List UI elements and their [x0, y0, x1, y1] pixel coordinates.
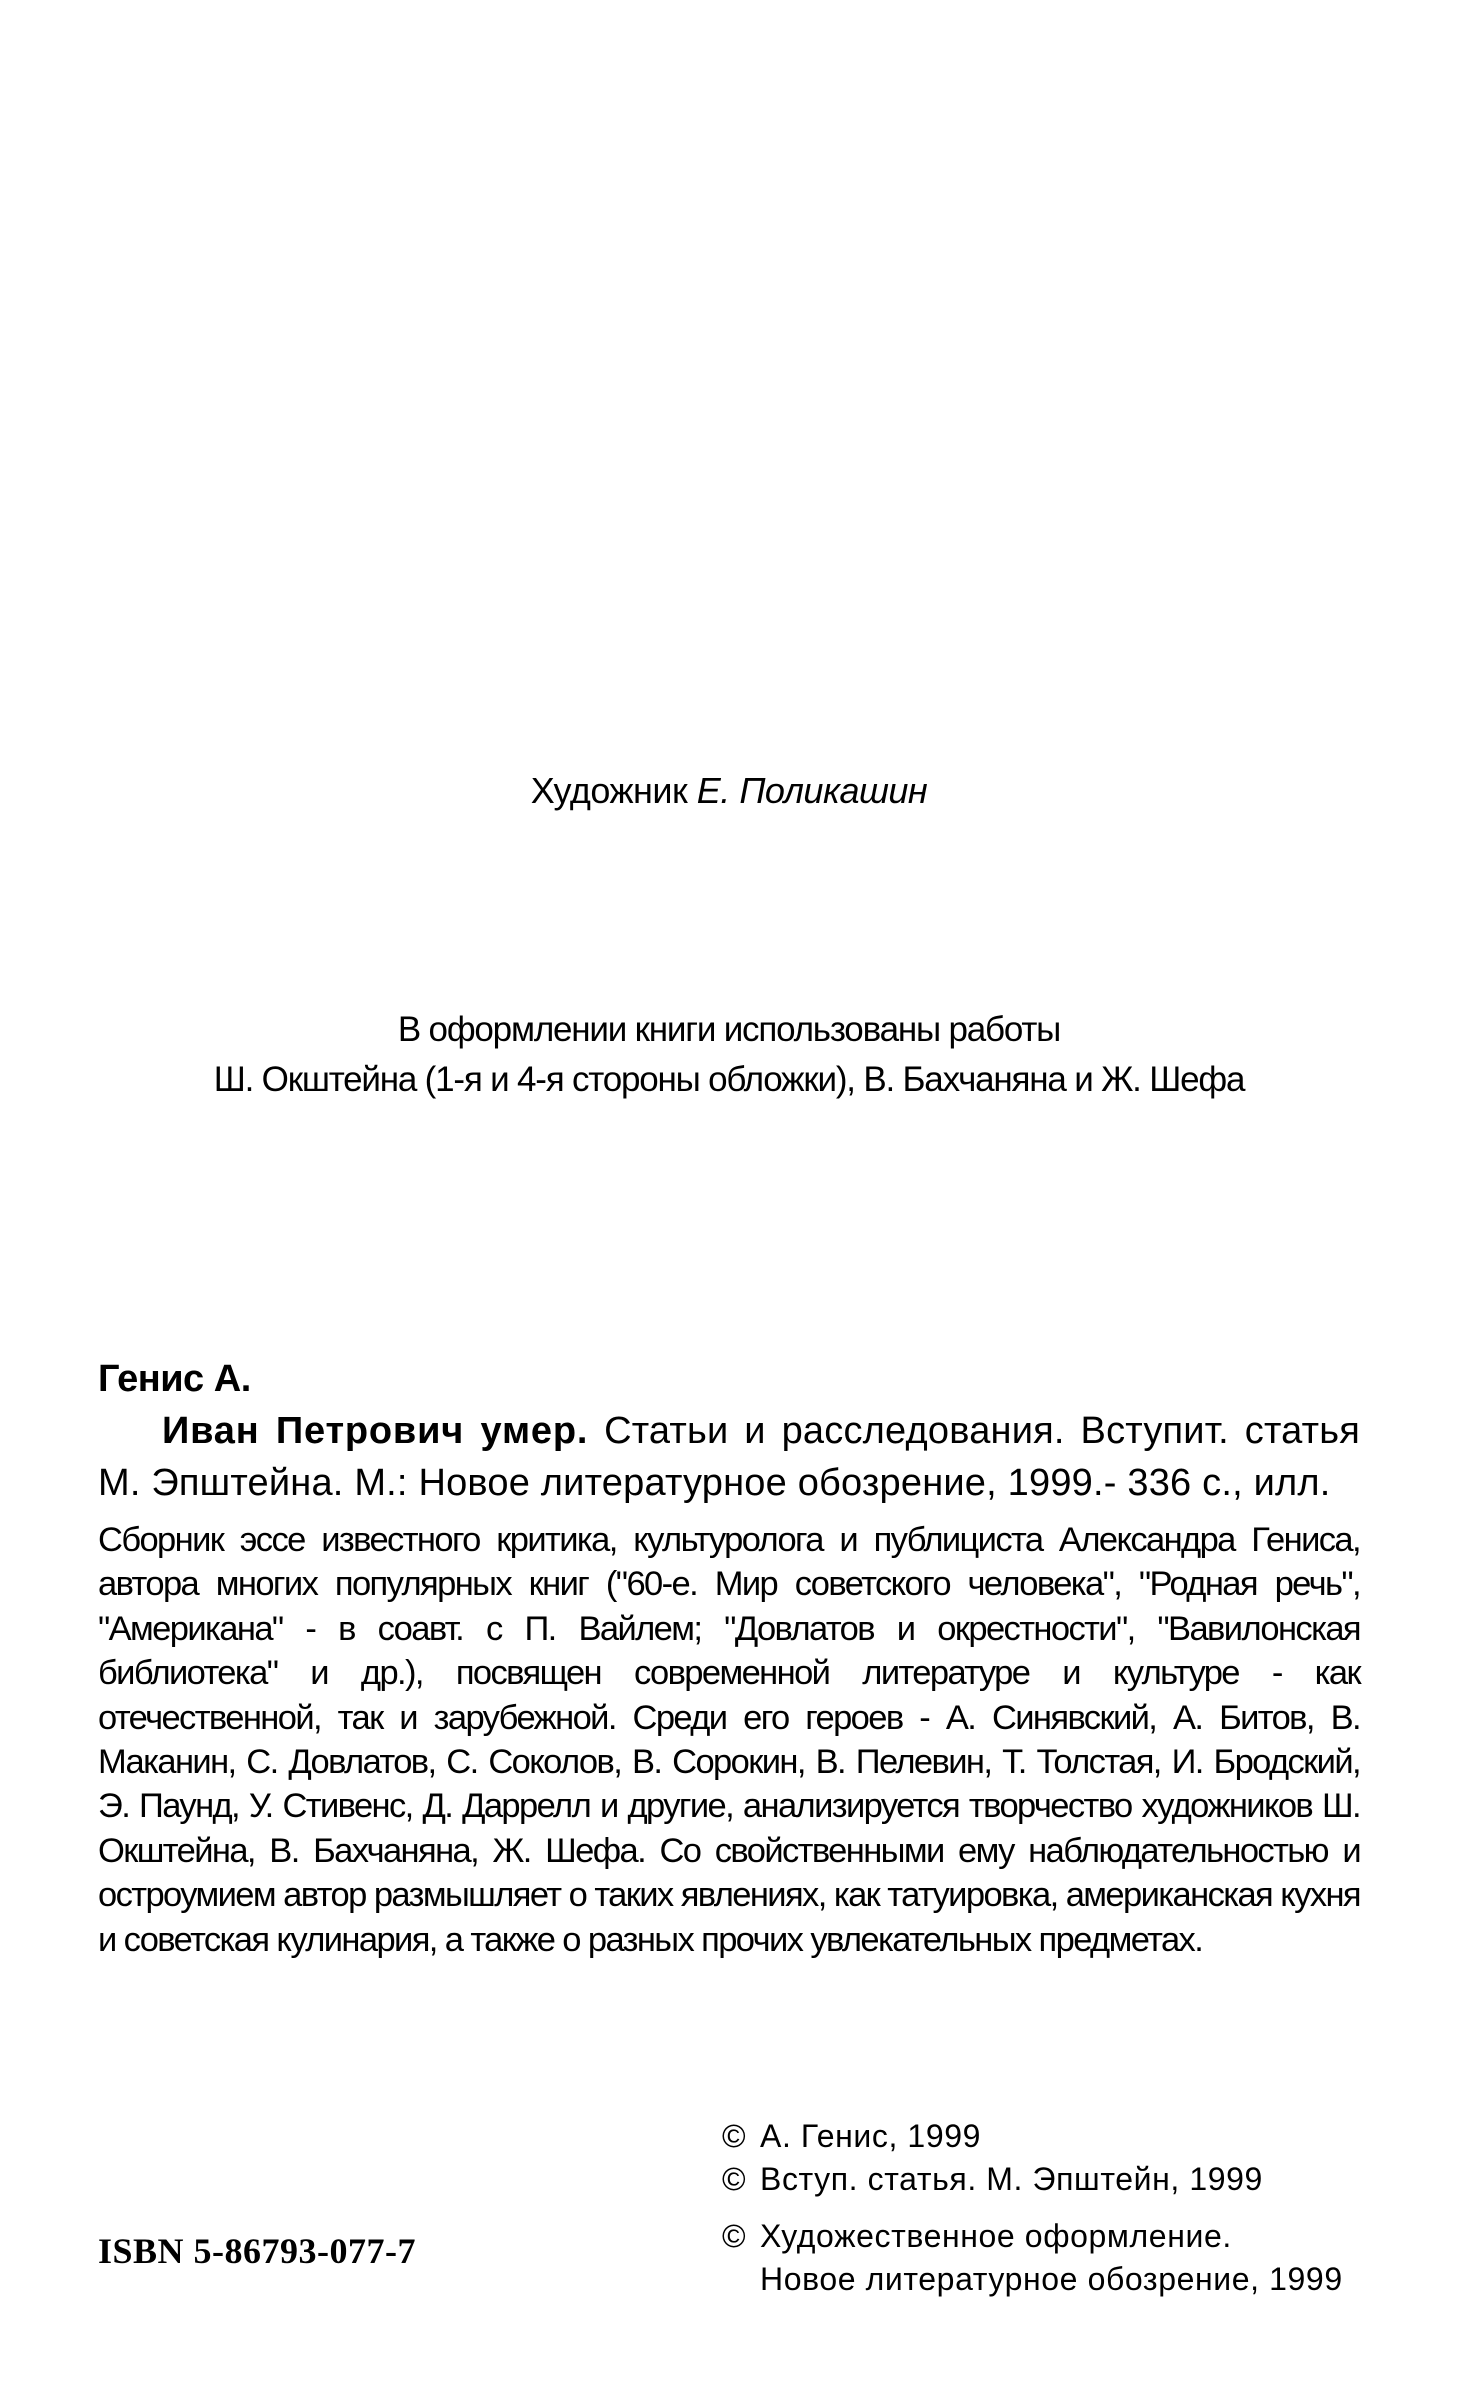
- copyright-introduction-text: Вступ. статья. М. Эпштейн, 1999: [760, 2161, 1263, 2197]
- artist-credit: [0, 770, 1458, 812]
- copyright-symbol: ©: [722, 2118, 747, 2154]
- title-description: [98, 1405, 1360, 1509]
- book-title: Иван Петрович умер.: [162, 1410, 589, 1452]
- artist-name: Е. Поликашин: [696, 770, 928, 811]
- isbn-number: ISBN 5-86793-077-7: [98, 2231, 417, 2271]
- artist-label: Художник: [530, 770, 688, 811]
- design-credits-line-2: Ш. Окштейна (1-я и 4-я стороны обложки), В. Бахчаняна и Ж. Шефа: [213, 1060, 1245, 1099]
- copyright-design: [722, 2215, 1342, 2258]
- design-credits: [0, 1005, 1458, 1105]
- copyright-block: [722, 2115, 1342, 2301]
- copyright-design-text: Художественное оформление.: [760, 2218, 1232, 2254]
- author-heading: Генис А.: [98, 1358, 251, 1400]
- design-credits-line-1: В оформлении книги использованы работы: [397, 1010, 1061, 1049]
- copyright-author-text: А. Генис, 1999: [760, 2118, 982, 2154]
- copyright-symbol: ©: [722, 2218, 747, 2254]
- bibliographic-record: [98, 1353, 1360, 1509]
- copyright-publisher: Новое литературное обозрение, 1999: [760, 2261, 1343, 2297]
- copyright-author: [722, 2115, 1342, 2158]
- copyright-symbol: ©: [722, 2161, 747, 2197]
- copyright-introduction: [722, 2158, 1342, 2201]
- annotation-text: Сборник эссе известного критика, культуролога и публициста Александра Гениса, автора многих популярных книг ("60-е. Мир советского человека", "Родная речь", "Американа" - в соавт. с П. Вайлем; "Довлатов и окрестности", "Вавилонская библиотека" и др.), посвящен современной литературе и культуре - как отечественной, так и зарубежной. Среди его героев - А. Синявский, А. Битов, В. Маканин, С. Довлатов, С. Соколов, В. Сорокин, В. Пелевин, Т. Толстая, И. Бродский, Э. Паунд, У. Стивенс, Д. Даррелл и другие, анализируется творчество художников Ш. Окштейна, В. Бахчаняна, Ж. Шефа. Со свойственными ему наблюдательностью и остроумием автор размышляет о таких явлениях, как татуировка, американская кухня и советская кулинария, а также о разных прочих увлекательных предметах.: [98, 1521, 1360, 1959]
- book-description: Статьи и расследования. Вступит. статья М. Эпштейна. М.: Новое литературное обозрение, 1999.- 336 с., илл.: [98, 1410, 1360, 1504]
